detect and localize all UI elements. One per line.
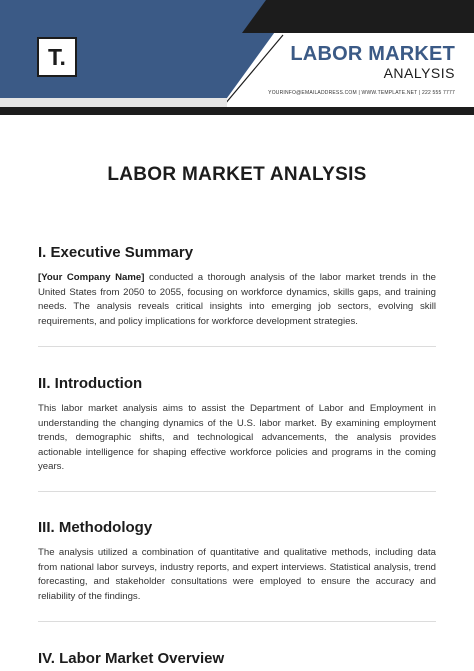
section-body-text: conducted a thorough analysis of the labor market trends in the United States from 2050 to 2055, focusing on workforce dynamics, skills gaps, and training needs. The analysis reveals critical insights into emerging job sectors, evolving skill requirements, and policy implications for workforce development strategies.	[38, 272, 436, 327]
logo-letter: T.	[48, 43, 66, 70]
company-name-placeholder: [Your Company Name]	[38, 272, 145, 283]
document-title: LABOR MARKET ANALYSIS	[107, 164, 367, 185]
section-divider	[38, 346, 436, 347]
section-divider	[38, 621, 436, 622]
header-bottom-bar	[0, 107, 474, 115]
section-body	[38, 271, 436, 329]
brand-subtitle: ANALYSIS	[383, 65, 455, 81]
page-header	[0, 0, 474, 118]
header-gray-band	[0, 98, 227, 107]
header-dark-corner	[242, 0, 474, 33]
section-labor-market-overview	[38, 650, 436, 668]
brand-title: LABOR MARKET	[290, 43, 455, 65]
section-heading: III. Methodology	[38, 519, 153, 536]
section-divider	[38, 491, 436, 492]
contact-line: YOURINFO@EMAILADDRESS.COM | WWW.TEMPLATE.NET | 222 555 7777	[268, 90, 455, 96]
section-heading: I. Executive Summary	[38, 244, 194, 261]
section-heading: II. Introduction	[38, 375, 143, 392]
section-introduction	[38, 375, 436, 475]
section-heading: IV. Labor Market Overview	[38, 650, 225, 667]
section-executive-summary	[38, 244, 436, 329]
section-methodology	[38, 519, 436, 604]
section-body: This labor market analysis aims to assist the Department of Labor and Employment in understanding the changing dynamics of the U.S. labor market. By examining employment trends, demographic shifts, and technological advancements, the analysis provides actionable intelligence for shaping effective workforce policies and programs in the coming years.	[38, 403, 436, 472]
logo	[37, 37, 77, 77]
section-body: The analysis utilized a combination of quantitative and qualitative methods, including data from national labor surveys, industry reports, and expert interviews. Statistical analysis, trend forecasting, and stakeholder consultations were employed to ensure the accuracy and reliability of the findings.	[38, 547, 436, 602]
